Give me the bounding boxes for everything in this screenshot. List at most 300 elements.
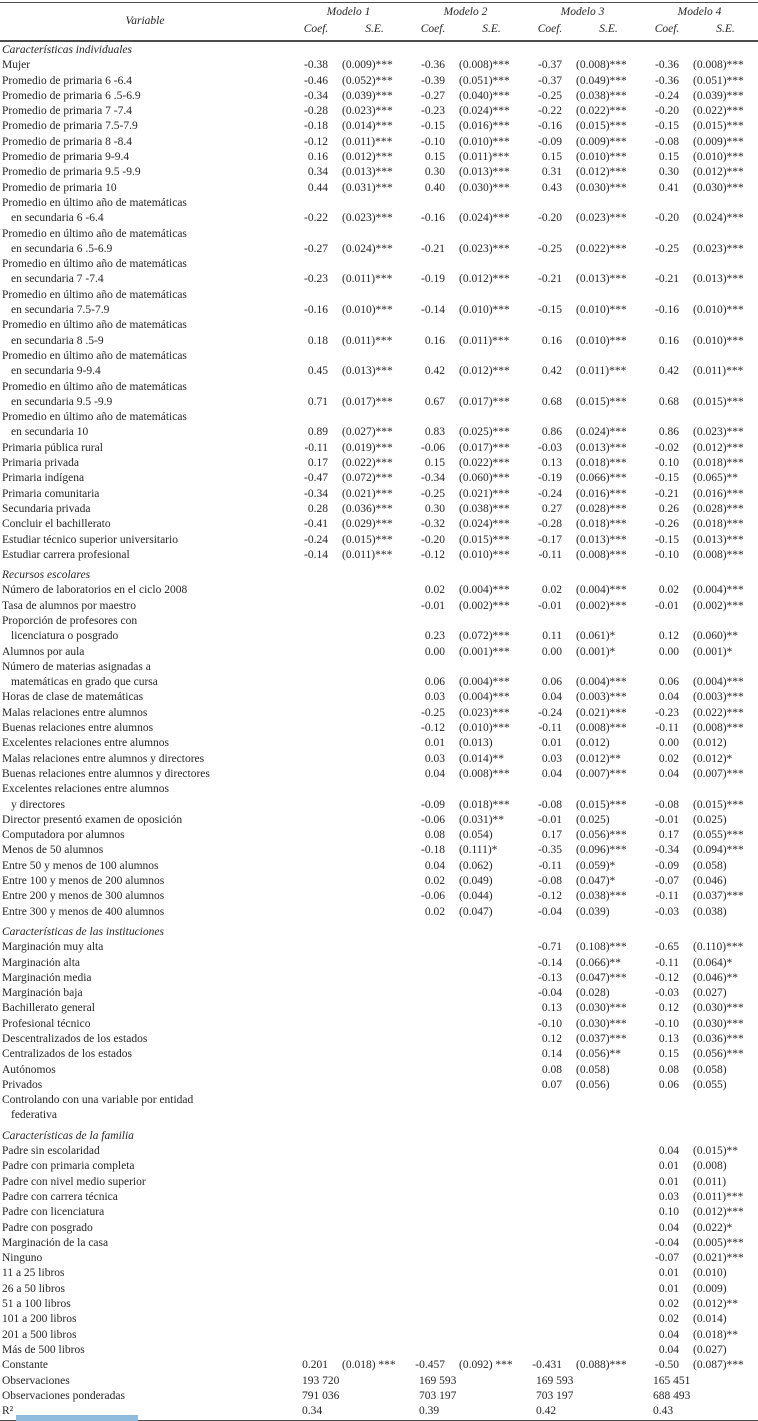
variable-label: Secundaria privada bbox=[2, 502, 91, 515]
se-value: (0.060)*** bbox=[459, 472, 510, 485]
se-value: (0.030)*** bbox=[459, 181, 510, 194]
model-1-header-group bbox=[290, 4, 407, 38]
table-row bbox=[0, 1078, 758, 1093]
variable-label: Buenas relaciones entre alumnos bbox=[2, 722, 154, 735]
coef-value: -0.11 bbox=[655, 890, 679, 903]
se-value: (0.012)*** bbox=[693, 441, 744, 454]
table-row bbox=[0, 971, 758, 986]
variable-column-header: Variable bbox=[125, 15, 165, 27]
se-value: (0.051)*** bbox=[459, 74, 510, 87]
se-value: (0.008)*** bbox=[459, 767, 510, 780]
se-value: (0.023)*** bbox=[342, 212, 393, 225]
se-value: (0.012)*** bbox=[459, 365, 510, 378]
coef-value: 0.45 bbox=[307, 365, 328, 378]
variable-label: Promedio en último año de matemáticas en secundaria 6 -6.4 bbox=[2, 196, 187, 225]
variable-label: Primaria indígena bbox=[2, 472, 85, 485]
coef-value: 0.12 bbox=[658, 1002, 679, 1015]
table-row bbox=[0, 1001, 758, 1016]
model-4-coef-header: Coef. bbox=[654, 23, 680, 35]
se-value: (0.011)*** bbox=[693, 365, 744, 378]
coef-value: -0.13 bbox=[538, 971, 562, 984]
variable-label: 101 a 200 libros bbox=[2, 1313, 77, 1326]
coef-value: 0.89 bbox=[307, 426, 328, 439]
coef-value: 0.02 bbox=[658, 752, 679, 765]
se-value: (0.008)*** bbox=[576, 548, 627, 561]
se-value: (0.017)*** bbox=[342, 395, 393, 408]
coef-value: 0.30 bbox=[424, 166, 445, 179]
table-row bbox=[0, 645, 758, 660]
variable-label: Entre 100 y menos de 200 alumnos bbox=[2, 875, 165, 888]
coef-value: -0.07 bbox=[655, 875, 679, 888]
summary-value: 703 197 bbox=[419, 1389, 457, 1402]
coef-value: 0.02 bbox=[424, 905, 445, 918]
se-value: (0.011)*** bbox=[342, 334, 393, 347]
coef-value: -0.39 bbox=[421, 74, 445, 87]
model-1-coef-header: Coef. bbox=[303, 23, 329, 35]
variable-label: Padre con primaria completa bbox=[2, 1160, 135, 1173]
variable-label: Promedio de primaria 7 -7.4 bbox=[2, 105, 132, 118]
se-value: (0.008) bbox=[693, 1160, 727, 1173]
se-value: (0.018)*** bbox=[693, 457, 744, 470]
model-2-coef-header: Coef. bbox=[420, 23, 446, 35]
variable-label: Autónomos bbox=[2, 1063, 56, 1076]
table-row bbox=[0, 517, 758, 532]
coef-value: -0.24 bbox=[655, 89, 679, 102]
coef-value: 0.14 bbox=[541, 1048, 562, 1061]
table-row bbox=[0, 89, 758, 104]
se-value: (0.005)*** bbox=[693, 1236, 744, 1249]
se-value: (0.012)*** bbox=[342, 151, 393, 164]
se-value: (0.061)* bbox=[576, 630, 616, 643]
table-row bbox=[0, 74, 758, 89]
se-value: (0.010)*** bbox=[459, 722, 510, 735]
coef-value: 0.16 bbox=[424, 334, 445, 347]
table-row bbox=[0, 1328, 758, 1343]
se-value: (0.007)*** bbox=[693, 767, 744, 780]
model-2-se-header: S.E. bbox=[482, 23, 501, 35]
coef-value: 0.27 bbox=[541, 502, 562, 515]
se-value: (0.037)*** bbox=[693, 890, 744, 903]
se-value: (0.056)** bbox=[576, 1048, 622, 1061]
coef-value: -0.23 bbox=[421, 105, 445, 118]
table-row bbox=[0, 349, 758, 380]
variable-label: Padre sin escolaridad bbox=[2, 1145, 100, 1158]
se-value: (0.049)*** bbox=[576, 74, 627, 87]
se-value: (0.049) bbox=[459, 875, 493, 888]
coef-value: 0.00 bbox=[658, 737, 679, 750]
coef-value: -0.03 bbox=[655, 987, 679, 1000]
table-row bbox=[0, 986, 758, 1001]
coef-value: 0.04 bbox=[541, 767, 562, 780]
coef-value: -0.18 bbox=[304, 120, 328, 133]
coef-value: -0.25 bbox=[538, 242, 562, 255]
table-row bbox=[0, 318, 758, 349]
se-value: (0.051)*** bbox=[693, 74, 744, 87]
variable-label: Promedio en último año de matemáticas en secundaria 6 .5-6.9 bbox=[2, 227, 187, 255]
se-value: (0.008)*** bbox=[693, 722, 744, 735]
se-value: (0.038) bbox=[693, 905, 727, 918]
se-value: (0.009) bbox=[693, 1282, 727, 1295]
coef-value: -0.14 bbox=[304, 548, 328, 561]
se-value: (0.014) bbox=[693, 1313, 727, 1326]
coef-value: -0.04 bbox=[538, 987, 562, 1000]
se-value: (0.021)*** bbox=[342, 487, 393, 500]
se-value: (0.072)*** bbox=[342, 472, 393, 485]
variable-label: Promedio en último año de matemáticas en secundaria 8 .5-9 bbox=[2, 319, 187, 347]
coef-value: -0.11 bbox=[655, 956, 679, 969]
se-value: (0.015)*** bbox=[576, 120, 627, 133]
coef-value: -0.15 bbox=[538, 304, 562, 317]
se-value: (0.012)*** bbox=[459, 273, 510, 286]
se-value: (0.010)*** bbox=[459, 548, 510, 561]
variable-label: Promedio en último año de matemáticas en secundaria 9-9.4 bbox=[2, 349, 187, 378]
coef-value: -0.09 bbox=[421, 798, 445, 811]
se-value: (0.056)*** bbox=[693, 1048, 744, 1061]
se-value: (0.108)*** bbox=[576, 941, 627, 954]
variable-label: 26 a 50 libros bbox=[2, 1282, 65, 1295]
variable-label: Profesional técnico bbox=[2, 1017, 91, 1030]
table-row bbox=[0, 487, 758, 502]
table-body bbox=[0, 42, 758, 1419]
se-value: (0.011)*** bbox=[459, 151, 510, 164]
se-value: (0.013) bbox=[459, 737, 493, 750]
coef-value: -0.15 bbox=[655, 120, 679, 133]
se-value: (0.024)*** bbox=[459, 518, 510, 531]
table-row bbox=[0, 706, 758, 721]
coef-value: -0.24 bbox=[538, 706, 562, 719]
variable-label: 201 a 500 libros bbox=[2, 1328, 77, 1341]
coef-value: 0.17 bbox=[307, 457, 328, 470]
summary-value: 791 036 bbox=[302, 1389, 340, 1402]
se-value: (0.023)*** bbox=[576, 212, 627, 225]
coef-value: 0.68 bbox=[541, 395, 562, 408]
se-value: (0.011)*** bbox=[576, 365, 627, 378]
se-value: (0.030)*** bbox=[693, 181, 744, 194]
se-value: (0.010)*** bbox=[576, 334, 627, 347]
variable-label: Número de materias asignadas a matemáticas en grado que cursa bbox=[2, 660, 158, 689]
se-value: (0.008)*** bbox=[576, 722, 627, 735]
summary-value: 169 593 bbox=[419, 1374, 457, 1387]
variable-label: Marginación alta bbox=[2, 956, 81, 969]
coef-value: -0.21 bbox=[421, 242, 445, 255]
se-value: (0.055)*** bbox=[693, 829, 744, 842]
coef-value: 0.02 bbox=[424, 875, 445, 888]
coef-value: -0.27 bbox=[421, 89, 445, 102]
coef-value: 0.40 bbox=[424, 181, 445, 194]
coef-value: -0.06 bbox=[421, 441, 445, 454]
coef-value: -0.34 bbox=[655, 844, 679, 857]
table-row bbox=[0, 736, 758, 751]
se-value: (0.017)*** bbox=[459, 395, 510, 408]
coef-value: -0.32 bbox=[421, 518, 445, 531]
coef-value: -0.12 bbox=[538, 890, 562, 903]
se-value: (0.064)* bbox=[693, 956, 733, 969]
coef-value: 0.06 bbox=[424, 676, 445, 689]
coef-value: 0.86 bbox=[658, 426, 679, 439]
coef-value: -0.41 bbox=[304, 518, 328, 531]
se-value: (0.096)*** bbox=[576, 844, 627, 857]
coef-value: -0.04 bbox=[655, 1236, 679, 1249]
coef-value: 0.04 bbox=[658, 691, 679, 704]
table-row bbox=[0, 956, 758, 971]
coef-value: 0.201 bbox=[302, 1359, 328, 1372]
coef-value: 0.04 bbox=[658, 1145, 679, 1158]
se-value: (0.030)*** bbox=[693, 1017, 744, 1030]
variable-label: Marginación baja bbox=[2, 987, 83, 1000]
variable-label: Director presentó examen de oposición bbox=[2, 813, 183, 826]
coef-value: -0.11 bbox=[538, 859, 562, 872]
coef-value: 0.16 bbox=[307, 151, 328, 164]
coef-value: -0.14 bbox=[421, 304, 445, 317]
se-value: (0.024)*** bbox=[342, 242, 393, 255]
table-row bbox=[0, 150, 758, 165]
coef-value: 0.10 bbox=[658, 1206, 679, 1219]
se-value: (0.015)*** bbox=[693, 120, 744, 133]
se-value: (0.013)*** bbox=[693, 533, 744, 546]
se-value: (0.013)*** bbox=[576, 533, 627, 546]
variable-label: Padre con nivel medio superior bbox=[2, 1175, 146, 1188]
table-row bbox=[0, 690, 758, 705]
table-row bbox=[0, 767, 758, 782]
coef-value: 0.03 bbox=[541, 752, 562, 765]
variable-label: Marginación de la casa bbox=[2, 1236, 109, 1249]
se-value: (0.011) bbox=[693, 1175, 727, 1188]
table-row bbox=[0, 1221, 758, 1236]
variable-label: Observaciones bbox=[2, 1374, 70, 1387]
coef-value: 0.04 bbox=[658, 1343, 679, 1356]
se-value: (0.087)*** bbox=[693, 1359, 744, 1372]
coef-value: -0.34 bbox=[421, 472, 445, 485]
se-value: (0.024)*** bbox=[459, 105, 510, 118]
se-value: (0.012) bbox=[576, 737, 610, 750]
coef-value: 0.44 bbox=[307, 181, 328, 194]
variable-label: Ninguno bbox=[2, 1252, 43, 1265]
se-value: (0.013)*** bbox=[576, 441, 627, 454]
se-value: (0.013)*** bbox=[459, 166, 510, 179]
variable-label: Promedio en último año de matemáticas en secundaria 7 -7.4 bbox=[2, 258, 187, 286]
coef-value: 0.04 bbox=[658, 767, 679, 780]
se-value: (0.022)*** bbox=[576, 242, 627, 255]
table-row bbox=[0, 548, 758, 563]
se-value: (0.011)*** bbox=[693, 1190, 744, 1203]
se-value: (0.012)** bbox=[576, 752, 622, 765]
coef-value: -0.71 bbox=[538, 941, 562, 954]
se-value: (0.011)*** bbox=[342, 273, 393, 286]
coef-value: -0.15 bbox=[655, 472, 679, 485]
se-value: (0.038)*** bbox=[576, 89, 627, 102]
se-value: (0.012)** bbox=[693, 1298, 739, 1311]
table-row bbox=[0, 288, 758, 319]
se-value: (0.037)*** bbox=[576, 1033, 627, 1045]
coef-value: 0.01 bbox=[658, 1267, 679, 1280]
coef-value: -0.20 bbox=[538, 212, 562, 225]
se-value: (0.013)*** bbox=[342, 166, 393, 179]
table-row bbox=[0, 583, 758, 598]
variable-label: Controlando con una variable por entidad federativa bbox=[2, 1094, 194, 1122]
variable-label: Promedio en último año de matemáticas en secundaria 7.5-7.9 bbox=[2, 288, 187, 317]
se-value: (0.092) *** bbox=[459, 1359, 513, 1372]
se-value: (0.062) bbox=[459, 859, 493, 872]
se-value: (0.031)*** bbox=[342, 181, 393, 194]
se-value: (0.010)*** bbox=[576, 304, 627, 317]
summary-value: 0.43 bbox=[653, 1405, 674, 1418]
model-3-header-group bbox=[524, 4, 641, 38]
coef-value: 0.43 bbox=[541, 181, 562, 194]
se-value: (0.054) bbox=[459, 829, 493, 842]
table-row bbox=[0, 1282, 758, 1297]
coef-value: -0.46 bbox=[304, 74, 328, 87]
variable-label: Promedio de primaria 9-9.4 bbox=[2, 151, 130, 164]
table-row bbox=[0, 1374, 758, 1389]
se-value: (0.018)*** bbox=[576, 518, 627, 531]
coef-value: -0.28 bbox=[538, 518, 562, 531]
selection-highlight-artifact bbox=[16, 1415, 138, 1421]
variable-label: Buenas relaciones entre alumnos y directores bbox=[2, 767, 210, 780]
table-row bbox=[0, 1343, 758, 1358]
se-value: (0.025)*** bbox=[459, 426, 510, 439]
se-value: (0.027) bbox=[693, 987, 727, 1000]
coef-value: 0.34 bbox=[307, 166, 328, 179]
coef-value: -0.03 bbox=[655, 905, 679, 918]
coef-value: -0.08 bbox=[655, 135, 679, 148]
variable-label: Centralizados de los estados bbox=[2, 1048, 132, 1061]
se-value: (0.022)*** bbox=[342, 457, 393, 470]
se-value: (0.009)*** bbox=[693, 135, 744, 148]
coef-value: -0.01 bbox=[655, 599, 679, 612]
table-row bbox=[0, 843, 758, 858]
se-value: (0.039)*** bbox=[342, 89, 393, 102]
se-value: (0.004)*** bbox=[693, 676, 744, 689]
variable-label: Número de laboratorios en el ciclo 2008 bbox=[2, 584, 188, 597]
se-value: (0.060)** bbox=[693, 630, 739, 643]
coef-value: 0.04 bbox=[658, 1221, 679, 1234]
se-value: (0.058) bbox=[693, 859, 727, 872]
variable-label: Observaciones ponderadas bbox=[2, 1389, 125, 1402]
variable-label: Primaria pública rural bbox=[2, 441, 103, 454]
se-value: (0.019)*** bbox=[342, 441, 393, 454]
variable-label: Privados bbox=[2, 1078, 43, 1091]
coef-value: -0.35 bbox=[538, 844, 562, 857]
table-row bbox=[0, 889, 758, 904]
se-value: (0.013)*** bbox=[342, 365, 393, 378]
coef-value: 0.67 bbox=[424, 395, 445, 408]
se-value: (0.008)*** bbox=[693, 548, 744, 561]
variable-label: Promedio en último año de matemáticas en secundaria 10 bbox=[2, 411, 187, 439]
model-3-title: Modelo 3 bbox=[560, 6, 605, 18]
se-value: (0.015)*** bbox=[576, 395, 627, 408]
table-row bbox=[0, 721, 758, 736]
coef-value: -0.24 bbox=[538, 487, 562, 500]
variable-label: 51 a 100 libros bbox=[2, 1298, 71, 1311]
se-value: (0.039)*** bbox=[693, 89, 744, 102]
coef-value: 0.06 bbox=[541, 676, 562, 689]
coef-value: 0.26 bbox=[658, 502, 679, 515]
table-row bbox=[0, 614, 758, 645]
coef-value: 0.11 bbox=[542, 630, 562, 643]
section-heading: Características de las instituciones bbox=[2, 925, 164, 938]
coef-value: 0.04 bbox=[424, 859, 445, 872]
model-1-se-header: S.E. bbox=[365, 23, 384, 35]
coef-value: -0.01 bbox=[538, 813, 562, 826]
se-value: (0.012)*** bbox=[693, 166, 744, 179]
coef-value: -0.10 bbox=[538, 1017, 562, 1030]
coef-value: -0.12 bbox=[421, 722, 445, 735]
summary-value: 688 493 bbox=[653, 1389, 691, 1402]
table-row bbox=[0, 380, 758, 411]
coef-value: 0.01 bbox=[541, 737, 562, 750]
coef-value: -0.20 bbox=[655, 212, 679, 225]
coef-value: -0.02 bbox=[655, 441, 679, 454]
coef-value: 0.42 bbox=[541, 365, 562, 378]
se-value: (0.004)*** bbox=[459, 691, 510, 704]
coef-value: -0.36 bbox=[421, 59, 445, 72]
model-3-coef-header: Coef. bbox=[537, 23, 563, 35]
coef-value: -0.11 bbox=[304, 441, 328, 454]
coef-value: 0.02 bbox=[658, 1298, 679, 1311]
coef-value: 0.15 bbox=[424, 457, 445, 470]
coef-value: 0.02 bbox=[658, 584, 679, 597]
coef-value: 0.83 bbox=[424, 426, 445, 439]
coef-value: 0.06 bbox=[658, 676, 679, 689]
se-value: (0.010)*** bbox=[693, 334, 744, 347]
coef-value: -0.457 bbox=[415, 1359, 445, 1372]
se-value: (0.022)*** bbox=[693, 706, 744, 719]
se-value: (0.010)*** bbox=[459, 135, 510, 148]
se-value: (0.059)* bbox=[576, 859, 616, 872]
se-value: (0.023)*** bbox=[693, 242, 744, 255]
coef-value: 0.12 bbox=[658, 630, 679, 643]
coef-value: -0.04 bbox=[538, 905, 562, 918]
coef-value: -0.14 bbox=[538, 956, 562, 969]
coef-value: 0.02 bbox=[541, 584, 562, 597]
se-value: (0.029)*** bbox=[342, 518, 393, 531]
se-value: (0.004)*** bbox=[693, 584, 744, 597]
table-row bbox=[0, 1251, 758, 1266]
coef-value: -0.06 bbox=[421, 890, 445, 903]
coef-value: -0.22 bbox=[538, 105, 562, 118]
coef-value: 0.17 bbox=[658, 829, 679, 842]
variable-label: R² bbox=[2, 1405, 14, 1418]
se-value: (0.013)*** bbox=[576, 273, 627, 286]
coef-value: 0.00 bbox=[424, 645, 445, 658]
summary-value: 169 593 bbox=[536, 1374, 574, 1387]
table-header bbox=[0, 2, 758, 42]
coef-value: 0.18 bbox=[307, 334, 328, 347]
se-value: (0.022)*** bbox=[576, 105, 627, 118]
variable-label: 11 a 25 libros bbox=[2, 1267, 65, 1280]
se-value: (0.018)*** bbox=[693, 518, 744, 531]
coef-value: -0.34 bbox=[304, 89, 328, 102]
se-value: (0.022)* bbox=[693, 1221, 733, 1234]
se-value: (0.036)*** bbox=[342, 502, 393, 515]
se-value: (0.008)*** bbox=[576, 59, 627, 72]
section-heading: Recursos escolares bbox=[2, 569, 91, 582]
se-value: (0.027)*** bbox=[342, 426, 393, 439]
variable-label: Computadora por alumnos bbox=[2, 829, 125, 842]
coef-value: 0.15 bbox=[541, 151, 562, 164]
coef-value: -0.03 bbox=[538, 441, 562, 454]
table-row bbox=[0, 257, 758, 288]
se-value: (0.002)*** bbox=[576, 599, 627, 612]
coef-value: 0.01 bbox=[424, 737, 445, 750]
coef-value: -0.25 bbox=[421, 487, 445, 500]
coef-value: 0.23 bbox=[424, 630, 445, 643]
coef-value: -0.12 bbox=[304, 135, 328, 148]
variable-label: Horas de clase de matemáticas bbox=[2, 691, 144, 704]
se-value: (0.018)*** bbox=[576, 457, 627, 470]
coef-value: -0.11 bbox=[538, 722, 562, 735]
coef-value: -0.65 bbox=[655, 941, 679, 954]
